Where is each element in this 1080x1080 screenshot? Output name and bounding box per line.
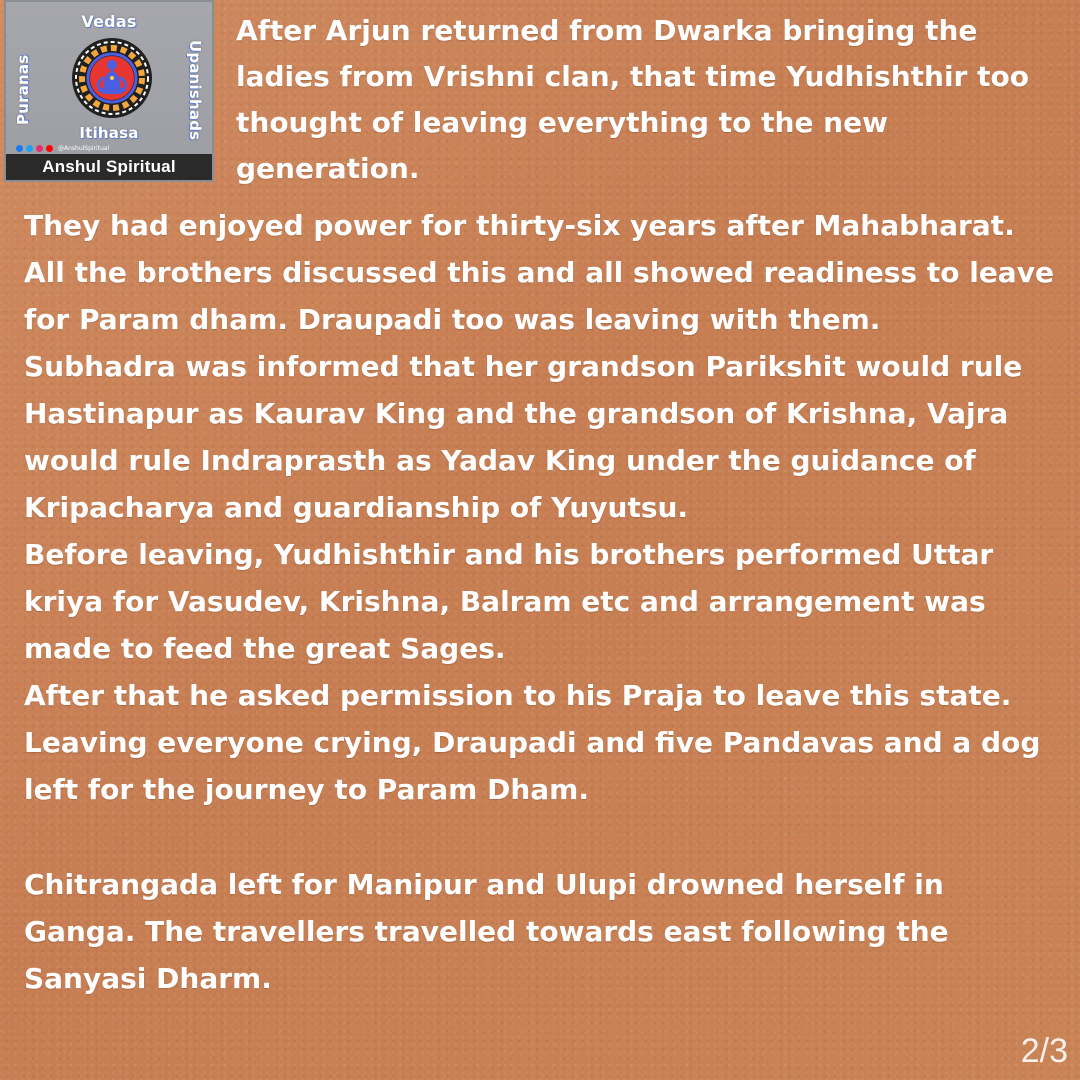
paragraph-rituals: Before leaving, Yudhishthir and his brothers performed Uttar kriya for Vasudev, Krishna, Balram etc and arrangement was made to feed the great Sages. (24, 538, 994, 665)
paragraph-spacer (24, 813, 1064, 861)
twitter-icon (26, 145, 33, 152)
facebook-icon (16, 145, 23, 152)
paragraph-power: They had enjoyed power for thirty-six years after Mahabharat. All the brothers discussed this and all showed readiness to leave for Param dham. Draupadi too was leaving with them. (24, 209, 1054, 336)
logo-label-bottom: Itihasa (79, 124, 139, 142)
mandala-meditation-icon (70, 36, 154, 120)
paragraph-departure: After that he asked permission to his Praja to leave this state. Leaving everyone crying, Draupadi and five Pandavas and a dog left for the journey to Param Dham. (24, 679, 1041, 806)
brand-logo-card (4, 0, 214, 182)
youtube-icon (46, 145, 53, 152)
intro-paragraph: After Arjun returned from Dwarka bringing the ladies from Vrishni clan, that time Yudhishthir too thought of leaving everything to the new generation. (236, 14, 1029, 185)
logo-social-row (16, 145, 109, 152)
story-body (24, 202, 1064, 1002)
brand-name: Anshul Spiritual (6, 154, 212, 180)
page-indicator: 2/3 (1020, 1032, 1068, 1070)
paragraph-succession: Subhadra was informed that her grandson Parikshit would rule Hastinapur as Kaurav King and the grandson of Krishna, Vajra would rule Indraprasth as Yadav King under the guidance of Kripacharya and guardianship of Yuyutsu. (24, 350, 1023, 524)
social-handle: @AnshulSpiritual (58, 144, 110, 152)
instagram-icon (36, 145, 43, 152)
logo-label-right: Upanishads (186, 39, 204, 141)
logo-label-left: Puranas (14, 54, 32, 126)
paragraph-journey: Chitrangada left for Manipur and Ulupi drowned herself in Ganga. The travellers travelled towards east following the Sanyasi Dharm. (24, 868, 949, 995)
logo-label-top: Vedas (81, 12, 137, 31)
